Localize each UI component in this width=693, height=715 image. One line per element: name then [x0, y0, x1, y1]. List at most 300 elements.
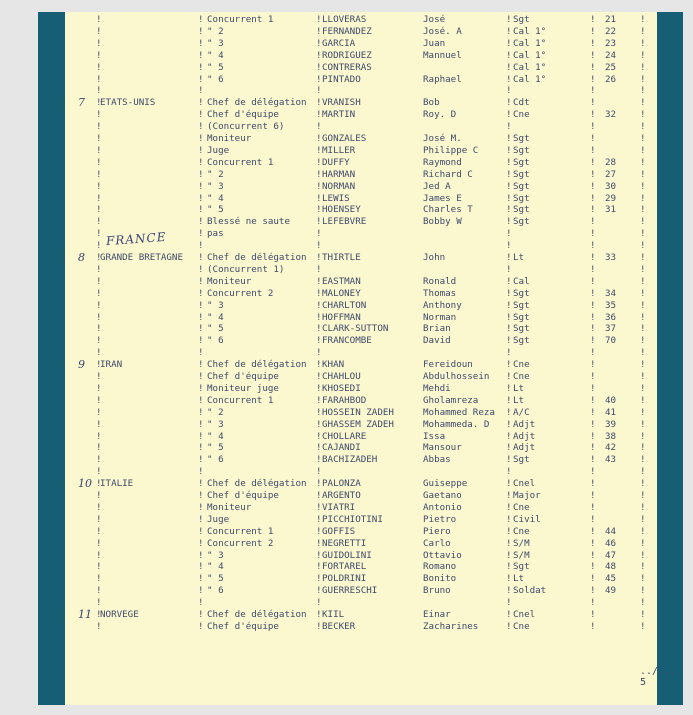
column-separator: !: [590, 371, 596, 382]
column-separator: !: [590, 561, 596, 573]
column-separator: !: [316, 85, 322, 97]
column-separator: !: [506, 525, 512, 537]
first-name-cell: Roy. D: [423, 109, 457, 121]
column-separator: !: [640, 14, 646, 25]
function-cell: Moniteur: [207, 501, 252, 513]
column-separator: !: [96, 73, 102, 85]
column-separator: !: [96, 168, 102, 180]
first-name-cell: Gaetano: [423, 490, 462, 501]
column-separator: !: [96, 335, 102, 347]
rank-cell: Sgt: [513, 133, 530, 144]
column-separator: !: [506, 609, 512, 620]
column-separator: !: [316, 144, 322, 156]
function-cell: " 3: [207, 549, 224, 561]
country-name: ITALIE: [100, 478, 134, 490]
column-separator: !: [96, 620, 102, 632]
country-name: IRAN: [100, 359, 123, 371]
bib-number-cell: 24: [605, 49, 617, 61]
surname-cell: PICCHIOTINI: [322, 513, 383, 525]
rank-cell: Sgt: [513, 287, 530, 299]
column-separator: !: [96, 347, 102, 359]
column-separator: !: [506, 14, 512, 25]
column-separator: !: [506, 371, 512, 382]
surname-cell: NORMAN: [322, 180, 356, 192]
rank-cell: Cal 1°: [513, 73, 547, 85]
column-separator: !: [640, 620, 646, 632]
column-separator: !: [198, 406, 204, 418]
function-cell: Concurrent 2: [207, 287, 274, 299]
function-cell: " 5: [207, 204, 224, 216]
rank-cell: Lt: [513, 382, 525, 394]
column-separator: !: [590, 97, 596, 109]
column-separator: !: [96, 490, 102, 501]
first-name-cell: Bonito: [423, 573, 457, 585]
bib-number-cell: 47: [605, 549, 617, 561]
column-separator: !: [316, 252, 322, 263]
surname-cell: FRANCOMBE: [322, 335, 372, 347]
column-separator: !: [96, 216, 102, 228]
column-separator: !: [506, 347, 512, 359]
column-separator: !: [198, 14, 204, 25]
column-separator: !: [590, 37, 596, 49]
column-separator: !: [198, 311, 204, 323]
column-separator: !: [316, 525, 322, 537]
column-separator: !: [640, 240, 646, 252]
column-separator: !: [96, 287, 102, 299]
first-name-cell: Philippe C: [423, 144, 479, 156]
column-separator: !: [198, 394, 204, 406]
handwritten-annotation: FRANCE: [105, 229, 167, 249]
column-separator: !: [506, 204, 512, 216]
column-separator: !: [506, 406, 512, 418]
column-separator: !: [316, 73, 322, 85]
surname-cell: MALONEY: [322, 287, 361, 299]
column-separator: !: [506, 144, 512, 156]
surname-cell: GARCIA: [322, 37, 356, 49]
function-cell: Juge: [207, 513, 230, 525]
column-separator: !: [590, 25, 596, 37]
first-name-cell: Mohammeda. D: [423, 418, 490, 430]
column-separator: !: [96, 609, 102, 620]
column-separator: !: [640, 311, 646, 323]
function-cell: " 3: [207, 299, 224, 311]
column-separator: !: [96, 14, 102, 25]
column-separator: !: [590, 573, 596, 585]
rank-cell: Sgt: [513, 168, 530, 180]
first-name-cell: Juan: [423, 37, 446, 49]
first-name-cell: Brian: [423, 323, 451, 335]
function-cell: Chef d'équipe: [207, 620, 279, 632]
column-separator: !: [316, 585, 322, 597]
column-separator: !: [590, 609, 596, 620]
column-separator: !: [316, 442, 322, 454]
column-separator: !: [96, 549, 102, 561]
column-separator: !: [316, 263, 322, 275]
column-separator: !: [96, 466, 102, 478]
first-name-cell: Einar: [423, 609, 451, 620]
column-separator: !: [316, 14, 322, 25]
first-name-cell: Antonio: [423, 501, 462, 513]
column-separator: !: [198, 73, 204, 85]
column-separator: !: [640, 287, 646, 299]
column-separator: !: [640, 144, 646, 156]
first-name-cell: Jed A: [423, 180, 451, 192]
column-separator: !: [96, 25, 102, 37]
column-separator: !: [316, 573, 322, 585]
column-separator: !: [590, 240, 596, 252]
column-separator: !: [640, 109, 646, 121]
first-name-cell: Mansour: [423, 442, 462, 454]
column-separator: !: [198, 609, 204, 620]
first-name-cell: Abdulhossein: [423, 371, 490, 382]
column-separator: !: [640, 121, 646, 133]
column-separator: !: [96, 299, 102, 311]
column-separator: !: [198, 240, 204, 252]
column-separator: !: [506, 25, 512, 37]
first-name-cell: David: [423, 335, 451, 347]
column-separator: !: [96, 371, 102, 382]
column-separator: !: [640, 25, 646, 37]
row-number: 10: [78, 477, 92, 491]
surname-cell: NEGRETTI: [322, 537, 367, 549]
column-separator: !: [316, 216, 322, 228]
function-cell: Moniteur: [207, 133, 252, 144]
surname-cell: MILLER: [322, 144, 356, 156]
column-separator: !: [198, 359, 204, 371]
column-separator: !: [640, 192, 646, 204]
rank-cell: Cnel: [513, 609, 536, 620]
column-separator: !: [96, 561, 102, 573]
column-separator: !: [506, 466, 512, 478]
column-separator: !: [640, 335, 646, 347]
column-separator: !: [590, 418, 596, 430]
column-separator: !: [198, 180, 204, 192]
first-name-cell: Raymond: [423, 156, 462, 168]
column-separator: !: [506, 133, 512, 144]
function-cell: Chef de délégation: [207, 252, 307, 263]
column-separator: !: [640, 299, 646, 311]
bib-number-cell: 25: [605, 61, 617, 73]
column-separator: !: [506, 537, 512, 549]
column-separator: !: [506, 597, 512, 609]
column-separator: !: [198, 335, 204, 347]
rank-cell: Sgt: [513, 299, 530, 311]
bib-number-cell: 41: [605, 406, 617, 418]
surname-cell: FERNANDEZ: [322, 25, 372, 37]
column-separator: !: [96, 240, 102, 252]
column-separator: !: [640, 216, 646, 228]
column-separator: !: [640, 430, 646, 442]
column-separator: !: [590, 537, 596, 549]
column-separator: !: [506, 620, 512, 632]
bib-number-cell: 36: [605, 311, 617, 323]
column-separator: !: [590, 394, 596, 406]
bib-number-cell: 43: [605, 454, 617, 466]
column-separator: !: [198, 252, 204, 263]
column-separator: !: [198, 597, 204, 609]
column-separator: !: [96, 323, 102, 335]
column-separator: !: [640, 252, 646, 263]
column-separator: !: [316, 347, 322, 359]
column-separator: !: [640, 609, 646, 620]
column-separator: !: [506, 311, 512, 323]
column-separator: !: [640, 525, 646, 537]
column-separator: !: [96, 501, 102, 513]
column-separator: !: [506, 121, 512, 133]
surname-cell: ARGENTO: [322, 490, 361, 501]
rank-cell: Sgt: [513, 335, 530, 347]
column-separator: !: [96, 478, 102, 490]
column-separator: !: [590, 430, 596, 442]
first-name-cell: Pietro: [423, 513, 457, 525]
column-separator: !: [316, 620, 322, 632]
column-separator: !: [640, 359, 646, 371]
rank-cell: S/M: [513, 537, 530, 549]
function-cell: (Concurrent 1): [207, 263, 285, 275]
row-number: 11: [78, 608, 92, 621]
column-separator: !: [640, 97, 646, 109]
column-separator: !: [506, 561, 512, 573]
column-separator: !: [506, 418, 512, 430]
surname-cell: CLARK-SUTTON: [322, 323, 389, 335]
column-separator: !: [198, 85, 204, 97]
column-separator: !: [590, 490, 596, 501]
surname-cell: CHAHLOU: [322, 371, 361, 382]
surname-cell: VRANISH: [322, 97, 361, 109]
country-name: ETATS-UNIS: [100, 97, 156, 109]
column-separator: !: [640, 573, 646, 585]
column-separator: !: [198, 299, 204, 311]
column-separator: !: [316, 192, 322, 204]
first-name-cell: Richard C: [423, 168, 473, 180]
surname-cell: VIATRI: [322, 501, 356, 513]
first-name-cell: Bruno: [423, 585, 451, 597]
bib-number-cell: 39: [605, 418, 617, 430]
column-separator: !: [506, 287, 512, 299]
column-separator: !: [96, 394, 102, 406]
column-separator: !: [506, 73, 512, 85]
first-name-cell: José M.: [423, 133, 462, 144]
column-separator: !: [316, 61, 322, 73]
first-name-cell: Anthony: [423, 299, 462, 311]
column-separator: !: [96, 228, 102, 240]
rank-cell: Sgt: [513, 180, 530, 192]
column-separator: !: [316, 454, 322, 466]
first-name-cell: Carlo: [423, 537, 451, 549]
delegation-roster-table: [78, 14, 677, 688]
first-name-cell: Ronald: [423, 275, 457, 287]
column-separator: !: [506, 168, 512, 180]
column-separator: !: [316, 371, 322, 382]
column-separator: !: [640, 37, 646, 49]
column-separator: !: [640, 537, 646, 549]
rank-cell: Major: [513, 490, 541, 501]
surname-cell: BECKER: [322, 620, 356, 632]
column-separator: !: [96, 97, 102, 109]
column-separator: !: [640, 73, 646, 85]
column-separator: !: [640, 513, 646, 525]
column-separator: !: [316, 382, 322, 394]
rank-cell: Sgt: [513, 323, 530, 335]
column-separator: !: [506, 109, 512, 121]
column-separator: !: [198, 382, 204, 394]
column-separator: !: [316, 156, 322, 168]
column-separator: !: [640, 228, 646, 240]
function-cell: " 6: [207, 454, 224, 466]
first-name-cell: Zacharines: [423, 620, 479, 632]
first-name-cell: Ottavio: [423, 549, 462, 561]
column-separator: !: [96, 359, 102, 371]
column-separator: !: [96, 192, 102, 204]
first-name-cell: Bob: [423, 97, 440, 109]
column-separator: !: [198, 263, 204, 275]
function-cell: " 2: [207, 406, 224, 418]
column-separator: !: [198, 501, 204, 513]
bib-number-cell: 21: [605, 14, 617, 25]
column-separator: !: [198, 192, 204, 204]
rank-cell: Sgt: [513, 14, 530, 25]
function-cell: " 4: [207, 49, 224, 61]
column-separator: !: [506, 430, 512, 442]
function-cell: " 3: [207, 418, 224, 430]
column-separator: !: [590, 323, 596, 335]
surname-cell: GUERRESCHI: [322, 585, 378, 597]
rank-cell: Cal 1°: [513, 37, 547, 49]
surname-cell: BACHIZADEH: [322, 454, 378, 466]
column-separator: !: [198, 144, 204, 156]
surname-cell: HOFFMAN: [322, 311, 361, 323]
column-separator: !: [316, 97, 322, 109]
column-separator: !: [506, 490, 512, 501]
column-separator: !: [316, 501, 322, 513]
function-cell: Concurrent 1: [207, 525, 274, 537]
column-separator: !: [590, 14, 596, 25]
column-separator: !: [96, 585, 102, 597]
column-separator: !: [316, 240, 322, 252]
first-name-cell: Mannuel: [423, 49, 462, 61]
column-separator: !: [96, 109, 102, 121]
column-separator: !: [590, 466, 596, 478]
column-separator: !: [590, 478, 596, 490]
column-separator: !: [198, 585, 204, 597]
column-separator: !: [590, 442, 596, 454]
column-separator: !: [316, 335, 322, 347]
function-cell: " 4: [207, 561, 224, 573]
first-name-cell: José: [423, 14, 446, 25]
rank-cell: Sgt: [513, 204, 530, 216]
column-separator: !: [316, 275, 322, 287]
column-separator: !: [590, 406, 596, 418]
column-separator: !: [506, 501, 512, 513]
column-separator: !: [198, 37, 204, 49]
bib-number-cell: 44: [605, 525, 617, 537]
column-separator: !: [590, 49, 596, 61]
column-separator: !: [96, 252, 102, 263]
column-separator: !: [316, 549, 322, 561]
column-separator: !: [640, 168, 646, 180]
column-separator: !: [640, 347, 646, 359]
surname-cell: HOENSEY: [322, 204, 361, 216]
surname-cell: THIRTLE: [322, 252, 361, 263]
column-separator: !: [506, 192, 512, 204]
column-separator: !: [506, 573, 512, 585]
rank-cell: Sgt: [513, 192, 530, 204]
column-separator: !: [198, 537, 204, 549]
column-separator: !: [96, 37, 102, 49]
column-separator: !: [640, 418, 646, 430]
column-separator: !: [590, 382, 596, 394]
bib-number-cell: 48: [605, 561, 617, 573]
bib-number-cell: 34: [605, 287, 617, 299]
surname-cell: PALONZA: [322, 478, 361, 490]
column-separator: !: [96, 442, 102, 454]
column-separator: !: [590, 454, 596, 466]
function-cell: " 6: [207, 585, 224, 597]
column-separator: !: [640, 275, 646, 287]
rank-cell: Sgt: [513, 561, 530, 573]
rank-cell: Cal 1°: [513, 49, 547, 61]
column-separator: !: [198, 573, 204, 585]
rank-cell: A/C: [513, 406, 530, 418]
column-separator: !: [640, 204, 646, 216]
surname-cell: GOFFIS: [322, 525, 356, 537]
first-name-cell: John: [423, 252, 446, 263]
column-separator: !: [96, 382, 102, 394]
column-separator: !: [640, 180, 646, 192]
bib-number-cell: 37: [605, 323, 617, 335]
column-separator: !: [316, 490, 322, 501]
function-cell: Chef d'équipe: [207, 371, 279, 382]
column-separator: !: [590, 192, 596, 204]
bib-number-cell: 29: [605, 192, 617, 204]
column-separator: !: [96, 311, 102, 323]
first-name-cell: Fereidoun: [423, 359, 473, 371]
column-separator: !: [506, 97, 512, 109]
column-separator: !: [506, 37, 512, 49]
column-separator: !: [316, 513, 322, 525]
function-cell: Concurrent 1: [207, 14, 274, 25]
function-cell: Juge: [207, 144, 230, 156]
function-cell: Chef de délégation: [207, 359, 307, 371]
column-separator: !: [198, 466, 204, 478]
column-separator: !: [506, 335, 512, 347]
column-separator: !: [316, 287, 322, 299]
column-separator: !: [506, 478, 512, 490]
column-separator: !: [590, 275, 596, 287]
column-separator: !: [640, 382, 646, 394]
bib-number-cell: 45: [605, 573, 617, 585]
page-continuation: ../... 5: [640, 666, 677, 688]
surname-cell: LEFEBVRE: [322, 216, 367, 228]
column-separator: !: [506, 85, 512, 97]
column-separator: !: [640, 466, 646, 478]
function-cell: " 4: [207, 430, 224, 442]
column-separator: !: [316, 359, 322, 371]
column-separator: !: [96, 121, 102, 133]
bib-number-cell: 40: [605, 394, 617, 406]
column-separator: !: [316, 180, 322, 192]
bib-number-cell: 38: [605, 430, 617, 442]
function-cell: Concurrent 2: [207, 537, 274, 549]
rank-cell: Cdt: [513, 97, 530, 109]
bib-number-cell: 46: [605, 537, 617, 549]
column-separator: !: [198, 121, 204, 133]
column-separator: !: [590, 299, 596, 311]
column-separator: !: [316, 49, 322, 61]
bib-number-cell: 70: [605, 335, 617, 347]
column-separator: !: [198, 25, 204, 37]
column-separator: !: [198, 323, 204, 335]
